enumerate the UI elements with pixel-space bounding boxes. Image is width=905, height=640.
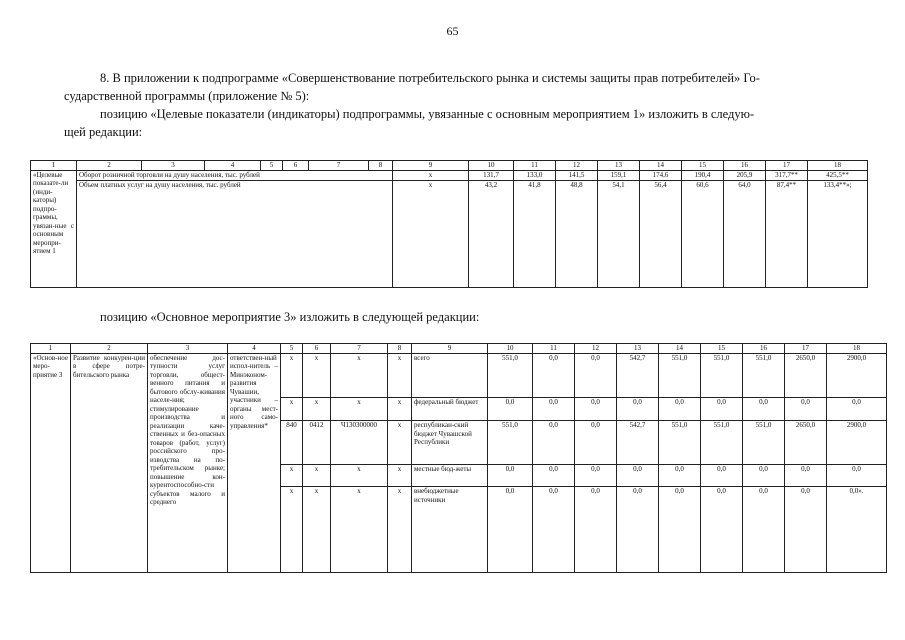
table-row: [31, 180, 868, 287]
column-header: 7: [331, 344, 388, 354]
column-header: 13: [617, 344, 659, 354]
intro-line-1: 8. В приложении к подпрограмме «Совершенствование потребительского рынка и системы защиты прав потребителей» Го-: [100, 71, 760, 85]
column-header: 4: [228, 344, 281, 354]
column-header: 6: [303, 344, 331, 354]
cell: x: [303, 398, 331, 421]
cell: 0,0: [533, 353, 575, 398]
cell: x: [388, 487, 412, 572]
column-header: 18: [808, 161, 868, 171]
cell: 551,0: [743, 421, 785, 465]
column-header: 17: [785, 344, 827, 354]
column-header: 13: [598, 161, 640, 171]
cell: 41,8: [514, 180, 556, 287]
cell: 205,9: [724, 170, 766, 180]
cell: x: [388, 465, 412, 487]
funding-source: всего: [412, 353, 488, 398]
cell: 0,0: [785, 398, 827, 421]
cell: 0,0: [743, 487, 785, 572]
cell: 542,7: [617, 353, 659, 398]
column-header: 5: [281, 344, 303, 354]
cell: 174,6: [640, 170, 682, 180]
cell: x: [331, 487, 388, 572]
cell: x: [281, 398, 303, 421]
funding-source: федеральный бюджет: [412, 398, 488, 421]
column-header: 11: [514, 161, 556, 171]
column-header: 8: [369, 161, 393, 171]
cell: 64,0: [724, 180, 766, 287]
column-header: 9: [412, 344, 488, 354]
cell: 0,0: [827, 398, 887, 421]
cell: 0,0: [701, 398, 743, 421]
cell: 60,6: [682, 180, 724, 287]
column-header: 16: [724, 161, 766, 171]
cell: 0,0: [785, 487, 827, 572]
cell: x: [331, 398, 388, 421]
cell: 0,0: [659, 465, 701, 487]
table-row: [31, 353, 887, 398]
intro-line-2: сударственной программы (приложение № 5):: [64, 89, 310, 103]
cell: 0,0: [659, 398, 701, 421]
cell: 551,0: [701, 421, 743, 465]
column-header: 17: [766, 161, 808, 171]
column-header: 10: [469, 161, 514, 171]
cell: x: [388, 353, 412, 398]
cell: 0412: [303, 421, 331, 465]
cell: 0,0: [575, 353, 617, 398]
cell: 0,0: [533, 421, 575, 465]
column-header: 7: [309, 161, 369, 171]
middle-text: позицию «Основное мероприятие 3» изложить в следующей редакции:: [100, 310, 480, 324]
cell: Ч130300000: [331, 421, 388, 465]
cell: 0,0: [617, 465, 659, 487]
cell: 0,0: [575, 398, 617, 421]
cell: 0,0: [743, 465, 785, 487]
page-number: 65: [446, 24, 459, 38]
cell: x: [303, 353, 331, 398]
cell: x: [388, 398, 412, 421]
funding-source: республикан-ский бюджет Чувашской Республики: [412, 421, 488, 465]
cell: 0,0: [488, 487, 533, 572]
cell: x: [281, 353, 303, 398]
cell: 48,8: [556, 180, 598, 287]
column-header: 14: [659, 344, 701, 354]
column-header: 14: [640, 161, 682, 171]
cell: 56,4: [640, 180, 682, 287]
cell: x: [331, 465, 388, 487]
cell: 87,4**: [766, 180, 808, 287]
intro-line-4: щей редакции:: [64, 125, 143, 139]
cell: 551,0: [488, 353, 533, 398]
cell: 0,0: [533, 487, 575, 572]
cell: 190,4: [682, 170, 724, 180]
intro-line-3: позицию «Целевые показатели (индикаторы) подпрограммы, увязанные с основным мероприятием 1» изложить в следую-: [100, 107, 755, 121]
cell: 0,0: [488, 398, 533, 421]
cell: 0,0».: [827, 487, 887, 572]
cell: 0,0: [827, 465, 887, 487]
cell: x: [388, 421, 412, 465]
indicator-name: Объем платных услуг на душу населения, тыс. рублей: [77, 180, 393, 287]
column-header: 2: [77, 161, 142, 171]
cell: 0,0: [659, 487, 701, 572]
activity-tasks: обеспечение дос-тупности услуг торговли, общест-венного питания и бытового обслу-живания населе-ния; стимулирование производства и реализации каче-ственных и без-опасных товаров (работ, услуг) российского про-изводства на по-требительском рынке; повышение кон-курентоспособно-сти субъектов малого и среднего: [148, 353, 228, 572]
column-header: 12: [556, 161, 598, 171]
cell: 0,0: [488, 465, 533, 487]
table-header-row: [31, 161, 868, 171]
cell: 0,0: [785, 465, 827, 487]
column-header: 6: [283, 161, 309, 171]
column-header: 10: [488, 344, 533, 354]
cell: 551,0: [488, 421, 533, 465]
column-header: 11: [533, 344, 575, 354]
cell: 551,0: [659, 353, 701, 398]
cell: 542,7: [617, 421, 659, 465]
cell: x: [303, 487, 331, 572]
cell: 2650,0: [785, 421, 827, 465]
column-header: 9: [393, 161, 469, 171]
cell: x: [281, 487, 303, 572]
indicators-label: «Целевые показате-ли (инди-каторы) подпро-граммы, увязан-ные с основным меропри-ятием 1: [31, 170, 77, 287]
cell: x: [393, 170, 469, 180]
indicator-name: Оборот розничной торговли на душу населения, тыс. рублей: [77, 170, 393, 180]
cell: 159,1: [598, 170, 640, 180]
cell: x: [331, 353, 388, 398]
column-header: 2: [71, 344, 148, 354]
activity-number: «Основ-ное меро-приятие 3: [31, 353, 71, 572]
cell: 551,0: [743, 353, 785, 398]
funding-source: местные бюд-жеты: [412, 465, 488, 487]
funding-source: внебюджетные источники: [412, 487, 488, 572]
cell: 2650,0: [785, 353, 827, 398]
table-row: [31, 170, 868, 180]
responsible-executor: ответствен-ный испол-нитель – Минэконом-развития Чувашии, участники – органы мест-ного само-управления*: [228, 353, 281, 572]
cell: 0,0: [743, 398, 785, 421]
cell: 840: [281, 421, 303, 465]
cell: 425,5**: [808, 170, 868, 180]
cell: 0,0: [575, 487, 617, 572]
cell: 0,0: [701, 487, 743, 572]
column-header: 4: [205, 161, 261, 171]
column-header: 3: [142, 161, 205, 171]
cell: 0,0: [575, 465, 617, 487]
main-activity-table: [30, 343, 887, 573]
cell: 317,7**: [766, 170, 808, 180]
cell: 133,4**»;: [808, 180, 868, 287]
cell: x: [303, 465, 331, 487]
column-header: 18: [827, 344, 887, 354]
cell: 2900,0: [827, 353, 887, 398]
cell: 0,0: [533, 465, 575, 487]
cell: 131,7: [469, 170, 514, 180]
column-header: 1: [31, 161, 77, 171]
column-header: 1: [31, 344, 71, 354]
column-header: 16: [743, 344, 785, 354]
column-header: 3: [148, 344, 228, 354]
column-header: 12: [575, 344, 617, 354]
column-header: 15: [682, 161, 724, 171]
cell: 551,0: [659, 421, 701, 465]
cell: 0,0: [617, 487, 659, 572]
cell: x: [393, 180, 469, 287]
cell: 2900,0: [827, 421, 887, 465]
activity-name: Развитие конкурен-ции в сфере потре-бительского рынка: [71, 353, 148, 572]
table-header-row: [31, 344, 887, 354]
column-header: 15: [701, 344, 743, 354]
column-header: 8: [388, 344, 412, 354]
cell: 43,2: [469, 180, 514, 287]
cell: 141,5: [556, 170, 598, 180]
cell: 0,0: [701, 465, 743, 487]
cell: 551,0: [701, 353, 743, 398]
cell: 133,0: [514, 170, 556, 180]
cell: x: [281, 465, 303, 487]
cell: 0,0: [533, 398, 575, 421]
cell: 0,0: [575, 421, 617, 465]
cell: 54,1: [598, 180, 640, 287]
indicators-table: [30, 160, 868, 288]
column-header: 5: [261, 161, 283, 171]
cell: 0,0: [617, 398, 659, 421]
